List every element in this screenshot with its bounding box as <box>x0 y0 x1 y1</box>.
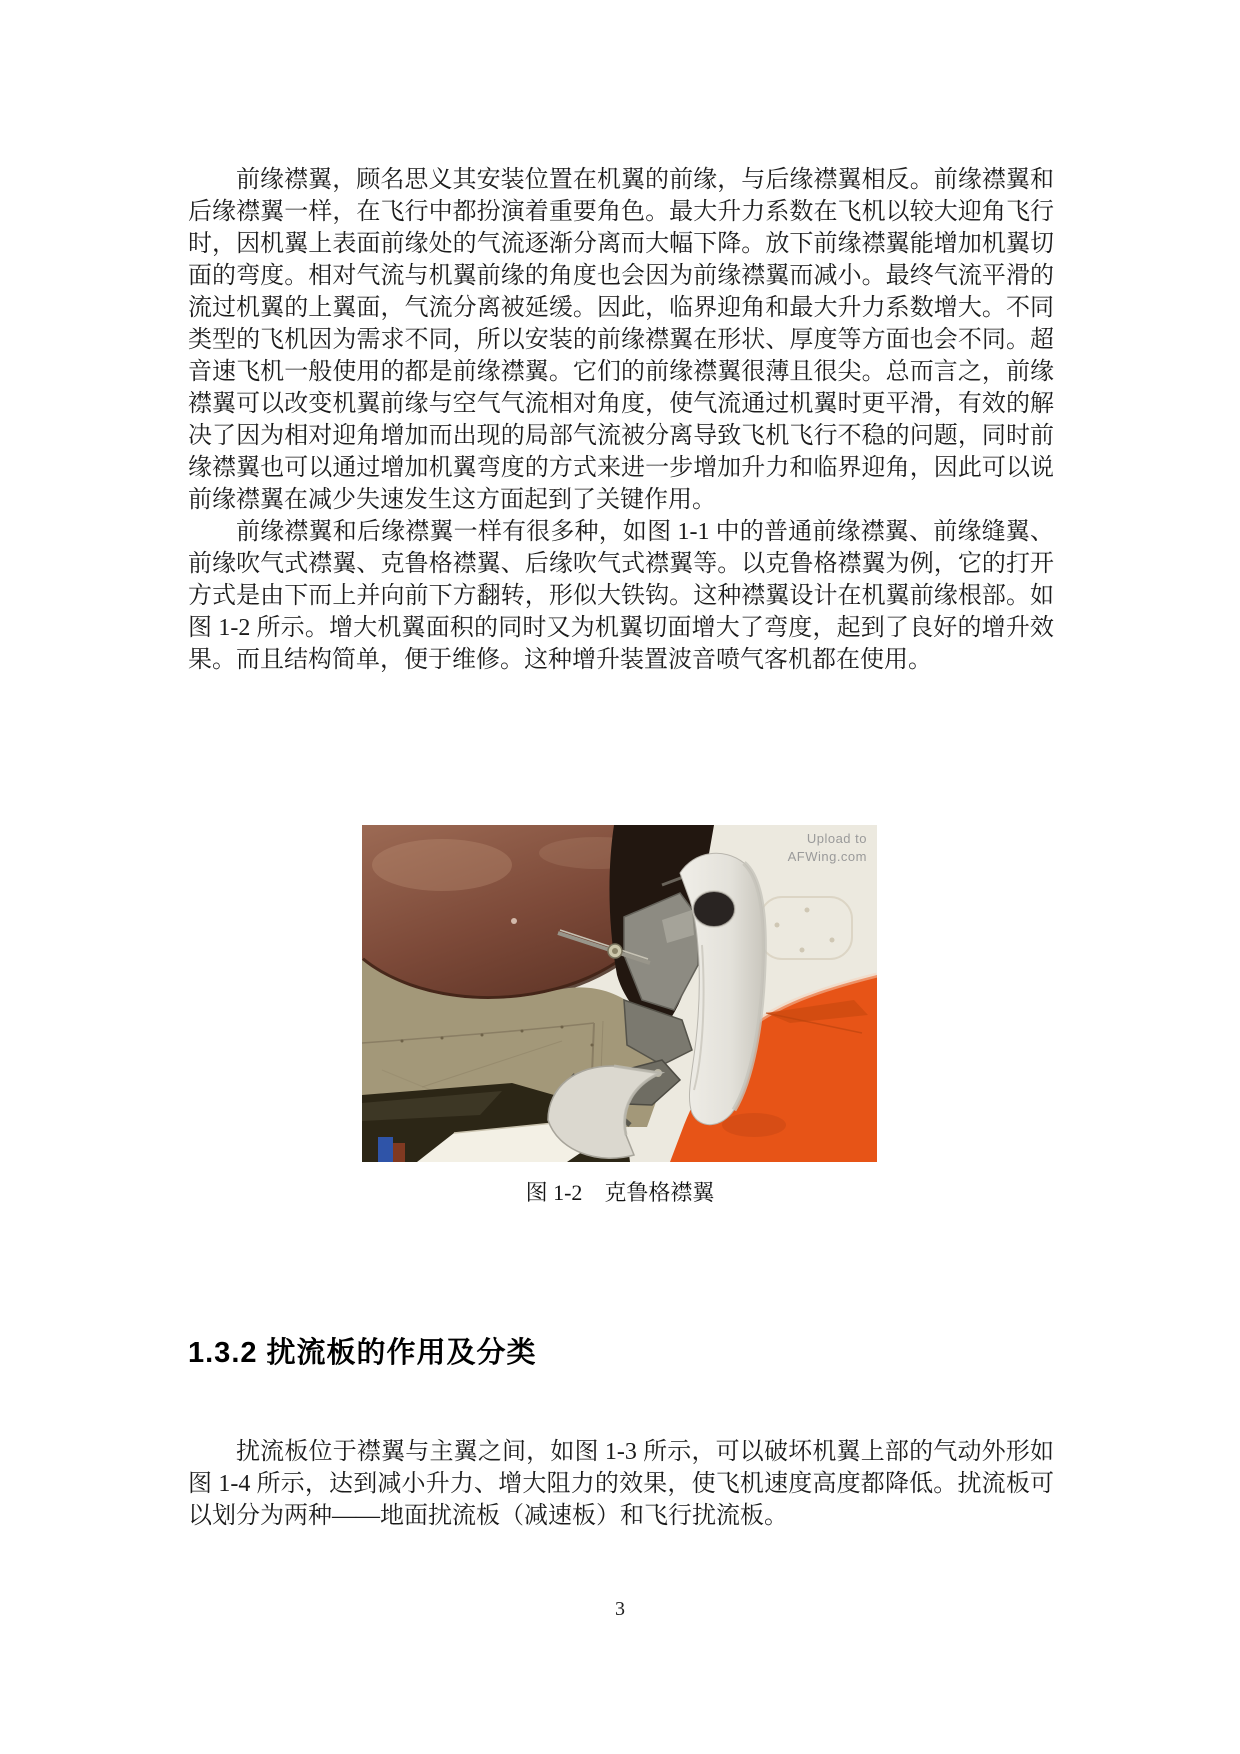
paragraph-spoilers: 扰流板位于襟翼与主翼之间，如图 1-3 所示，可以破坏机翼上部的气动外形如图 1-4 所示，达到减小升力、增大阻力的效果，使飞机速度高度都降低。扰流板可以划分为两种——地面扰流板（减速板）和飞行扰流板。 <box>188 1439 1054 1529</box>
figure-caption: 图 1-2 克鲁格襟翼 <box>525 1180 715 1205</box>
blue-marking <box>378 1137 393 1162</box>
watermark-line-2: AFWing.com <box>787 849 867 864</box>
watermark-line-1: Upload to <box>806 831 867 846</box>
paragraph-flap-types-krueger: 前缘襟翼和后缘襟翼一样有很多种，如图 1-1 中的普通前缘襟翼、前缘缝翼、前缘吹气式襟翼、克鲁格襟翼、后缘吹气式襟翼等。以克鲁格襟翼为例，它的打开方式是由下而上并向前下方翻转，形似大铁钩。这种襟翼设计在机翼前缘根部。如图 1-2 所示。增大机翼面积的同时又为机翼切面增大了弯度，起到了良好的增升效果。而且结构简单，便于维修。这种增升装置波音喷气客机都在使用。 <box>188 519 1054 673</box>
body-text-top <box>188 164 1054 676</box>
paragraph-leading-edge-flap-role: 前缘襟翼，顾名思义其安装位置在机翼的前缘，与后缘襟翼相反。前缘襟翼和后缘襟翼一样，在飞行中都扮演着重要角色。最大升力系数在飞机以较大迎角飞行时，因机翼上表面前缘处的气流逐渐分离而大幅下降。放下前缘襟翼能增加机翼切面的弯度。相对气流与机翼前缘的角度也会因为前缘襟翼而减小。最终气流平滑的流过机翼的上翼面，气流分离被延缓。因此，临界迎角和最大升力系数增大。不同类型的飞机因为需求不同，所以安装的前缘襟翼在形状、厚度等方面也会不同。超音速飞机一般使用的都是前缘襟翼。它们的前缘襟翼很薄且很尖。总而言之，前缘襟翼可以改变机翼前缘与空气气流相对角度，使气流通过机翼时更平滑，有效的解决了因为相对迎角增加而出现的局部气流被分离导致飞机飞行不稳的问题，同时前缘襟翼也可以通过增加机翼弯度的方式来进一步增加升力和临界迎角，因此可以说前缘襟翼在减少失速发生这方面起到了关键作用。 <box>188 167 1054 513</box>
krueger-flap-photo <box>362 825 877 1162</box>
body-text-bottom <box>188 1436 1054 1532</box>
page-number: 3 <box>615 1598 625 1620</box>
krueger-flap-photo-art <box>362 825 877 1162</box>
section-heading: 1.3.2 扰流板的作用及分类 <box>188 1337 537 1369</box>
